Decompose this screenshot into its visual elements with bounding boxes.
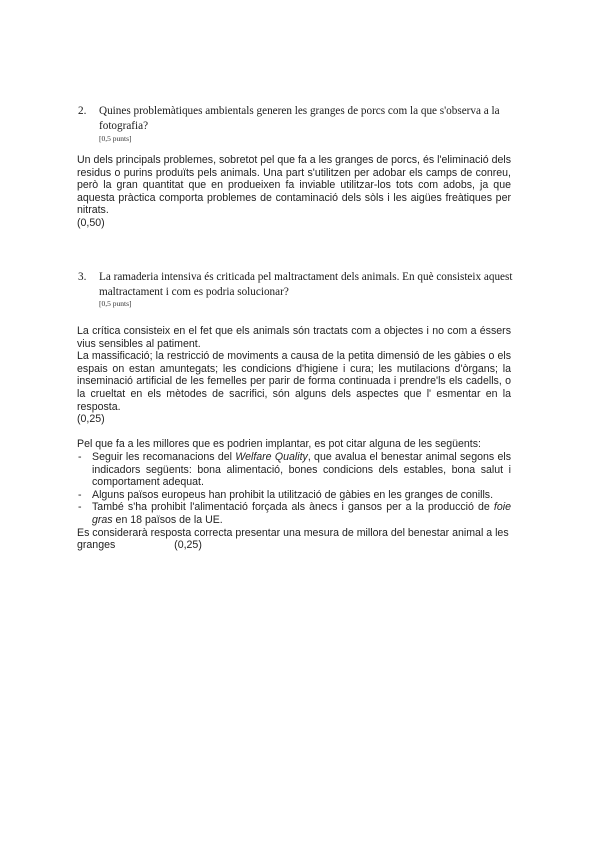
question-3-answer-p3: Pel que fa a les millores que es podrien implantar, es pot citar alguna de les següents:: [77, 438, 481, 451]
question-2: [78, 104, 530, 134]
question-2-text: Quines problemàtiques ambientals generen les granges de porcs com la que s'observa a la fotografia?: [99, 105, 500, 132]
question-2-answer-text: Un dels principals problemes, sobretot pel que fa a les granges de porcs, és l'eliminació dels residus o purins produïts pels animals. Una part s'utilitzen per adobar els camps de conreu, però la gran quantitat que en produeixen fa inviable utilitzar-los tots com adobs, ja que aquesta pràctica comporta problemes de contaminació dels sòls i les aigües freàtiques per nitrats.: [77, 154, 511, 217]
question-3-answer: [77, 325, 511, 552]
question-3-number: 3.: [78, 271, 87, 283]
question-3-text: La ramaderia intensiva és criticada pel maltractament dels animals. En què consisteix aquest maltractament i com es podria solucionar?: [99, 271, 513, 298]
question-3-score-1: (0,25): [77, 413, 105, 426]
question-2-number: 2.: [78, 105, 87, 117]
list-item: - Seguir les recomanacions del Welfare Quality, que avalua el benestar animal segons els indicadors següents: bona alimentació, bones condicions dels estables, bona salut i comportament adequat.: [77, 451, 511, 489]
question-3-score-2: (0,25): [174, 539, 202, 552]
question-2-score: (0,50): [77, 216, 105, 229]
list-item: - També s'ha prohibit l'alimentació forçada als ànecs i gansos per a la producció de foie gras en 18 països de la UE.: [77, 501, 511, 526]
question-3-answer-p1: La crítica consisteix en el fet que els animals són tractats com a objectes i no com a éssers vius sensibles al patiment.: [77, 325, 511, 350]
question-2-points: [0,5 punts]: [99, 134, 132, 143]
question-3: [78, 270, 530, 300]
question-2-answer: [77, 154, 511, 230]
question-3-answer-p2: La massificació; la restricció de moviments a causa de la petita dimensió de les gàbies o els espais on estan amuntegats; les condicions d'higiene i cura; les mutilacions d'òrgans; la inseminació artificial de les femelles per parir de forma continuada i prendre'ls els cadells, o la crueltat en els mètodes de sacrifici, són alguns dels aspectes que l' esmentar en la resposta.: [77, 350, 511, 413]
question-3-points: [0,5 punts]: [99, 299, 132, 308]
improvements-list: [77, 451, 511, 527]
question-3-final: Es considerarà resposta correcta presentar una mesura de millora del benestar animal a les granges (0,25): [77, 526, 509, 552]
list-item: - Alguns països europeus han prohibit la utilització de gàbies en les granges de conills.: [77, 489, 511, 502]
